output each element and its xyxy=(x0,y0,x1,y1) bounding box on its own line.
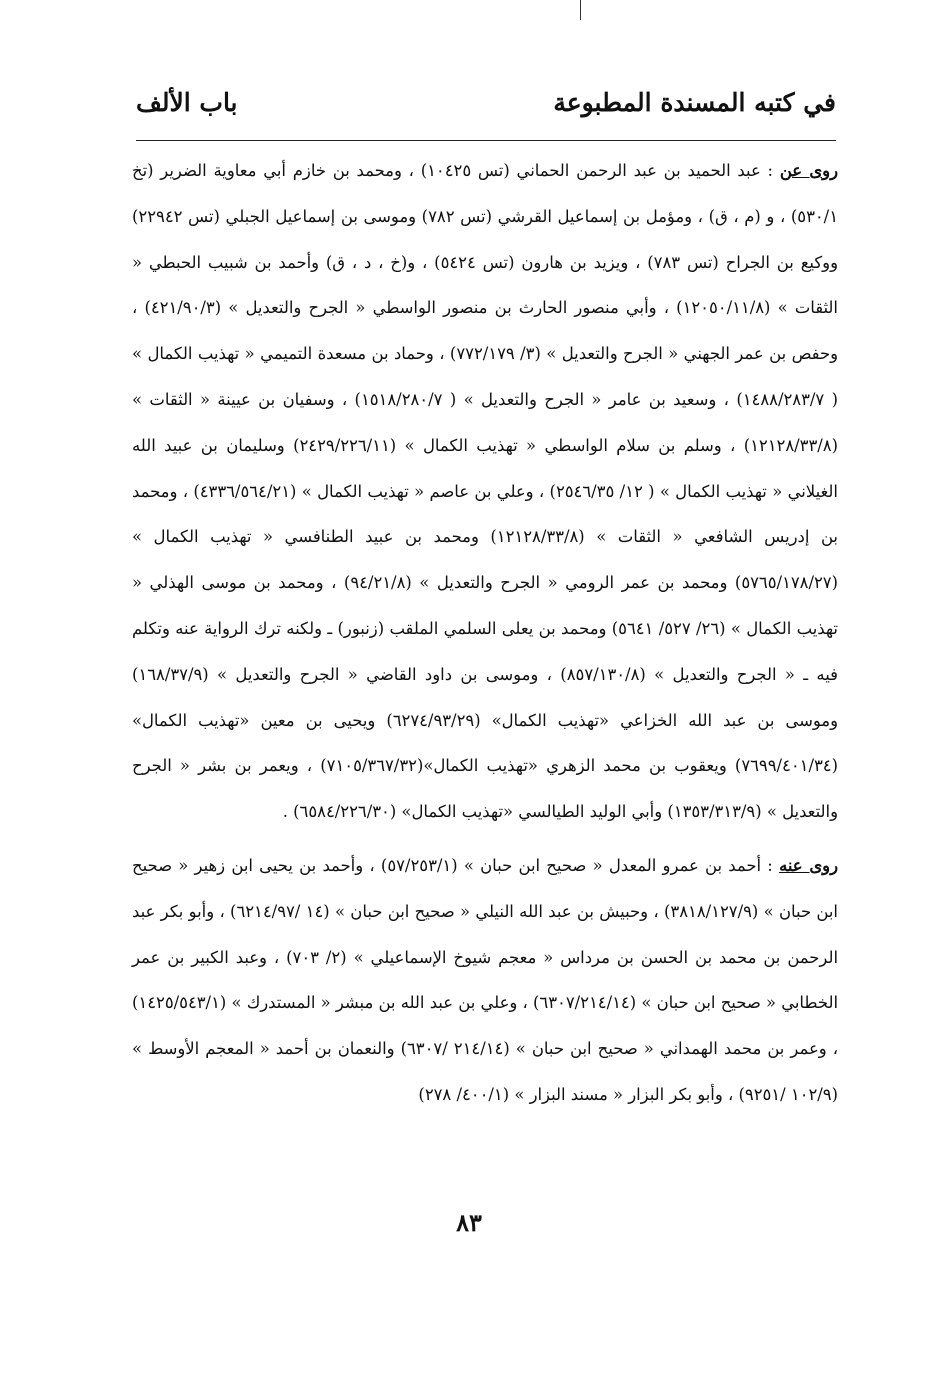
running-header xyxy=(136,88,836,117)
narrated-by-text: : أحمد بن عمرو المعدل « صحيح ابن حبان » (٥٧/٢٥٣/١) ، وأحمد بن يحيى ابن زهير « صحيح ابن حبان » (٣٨١٨/١٢٧/٩) ، وحبيش بن عبد الله النيلي « صحيح ابن حبان » (١٤ /٦٢١٤/٩٧) ، وأبو بكر عبد الرحمن بن محمد بن الحسن بن مرداس « معجم شيوخ الإسماعيلي » (٢/ ٧٠٣) ، وعبد الكبير بن عمر الخطابي « صحيح ابن حبان » (٦٣٠٧/٢١٤/١٤) ، وعلي بن عبد الله بن مبشر « المستدرك » (١٤٢٥/٥٤٣/١) ، وعمر بن محمد الهمداني « صحيح ابن حبان » (٢١٤/١٤ /٦٣٠٧) والنعمان بن أحمد « المعجم الأوسط » (١٠٢/٩ /٩٢٥١) ، وأبو بكر البزار « مسند البزار » (٤٠٠/١/ ٢٧٨) xyxy=(132,855,838,1104)
crop-mark xyxy=(580,0,581,20)
narrated-by-heading: روى عنه xyxy=(779,855,838,875)
narrated-from-paragraph xyxy=(132,148,838,835)
header-rule xyxy=(136,140,836,141)
header-book-title: في كتبه المسندة المطبوعة xyxy=(553,88,836,117)
main-text xyxy=(132,148,838,1118)
narrated-from-text: : عبد الحميد بن عبد الرحمن الحماني (تس ١٠٤٢٥) ، ومحمد بن خازم أبي معاوية الضرير (تخ ٥٣٠/١) ، و (م ، ق) ، ومؤمل بن إسماعيل القرشي (تس ٧٨٢) وموسى بن إسماعيل الجبلي (تس ٢٢٩٤٢) ووكيع بن الجراح (تس ٧٨٣) ، ويزيد بن هارون (تس ٥٤٢٤) ، و(خ ، د ، ق) وأحمد بن شبيب الحبطي « الثقات » (١٢٠٥٠/١١/٨) ، وأبي منصور الحارث بن منصور الواسطي « الجرح والتعديل » (٤٢١/٩٠/٣) ، وحفص بن عمر الجهني « الجرح والتعديل » (٣/ ٧٧٢/١٧٩) ، وحماد بن مسعدة التميمي « تهذيب الكمال » ( ١٤٨٨/٢٨٣/٧) ، وسعيد بن عامر « الجرح والتعديل » ( ١٥١٨/٢٨٠/٧) ، وسفيان بن عيينة « الثقات » (١٢١٢٨/٣٣/٨) ، وسلم بن سلام الواسطي « تهذيب الكمال » (٢٤٢٩/٢٢٦/١١) وسليمان بن عبيد الله الغيلاني « تهذيب الكمال » ( ١٢/ ٢٥٤٦/٣٥) ، وعلي بن عاصم « تهذيب الكمال » (٤٣٣٦/٥٦٤/٢١) ، ومحمد بن إدريس الشافعي « الثقات » (١٢١٢٨/٣٣/٨) ومحمد بن عبيد الطنافسي « تهذيب الكمال » (٥٧٦٥/١٧٨/٢٧) ومحمد بن عمر الرومي « الجرح والتعديل » (٩٤/٢١/٨) ، ومحمد بن موسى الهذلي « تهذيب الكمال » (٢٦/ ٥٢٧/ ٥٦٤١) ومحمد بن يعلى السلمي الملقب (زنبور) ـ ولكنه ترك الرواية عنه وتكلم فيه ـ « الجرح والتعديل » (٨٥٧/١٣٠/٨) ، وموسى بن داود القاضي « الجرح والتعديل » (١٦٨/٣٧/٩) وموسى بن عبد الله الخزاعي «تهذيب الكمال» (٦٢٧٤/٩٣/٢٩) ويحيى بن معين «تهذيب الكمال» (٧٦٩٩/٤٠١/٣٤) ويعقوب بن محمد الزهري «تهذيب الكمال»(٧١٠٥/٣٦٧/٣٢) ، ويعمر بن بشر « الجرح والتعديل » (١٣٥٣/٣١٣/٩) وأبي الوليد الطيالسي «تهذيب الكمال» (٦٥٨٤/٢٢٦/٣٠) . xyxy=(132,161,839,822)
page-number: ٨٣ xyxy=(456,1208,482,1237)
header-chapter-title: باب الألف xyxy=(136,88,238,117)
narrated-from-heading: روى عن xyxy=(779,161,839,180)
narrated-by-paragraph xyxy=(132,843,838,1118)
